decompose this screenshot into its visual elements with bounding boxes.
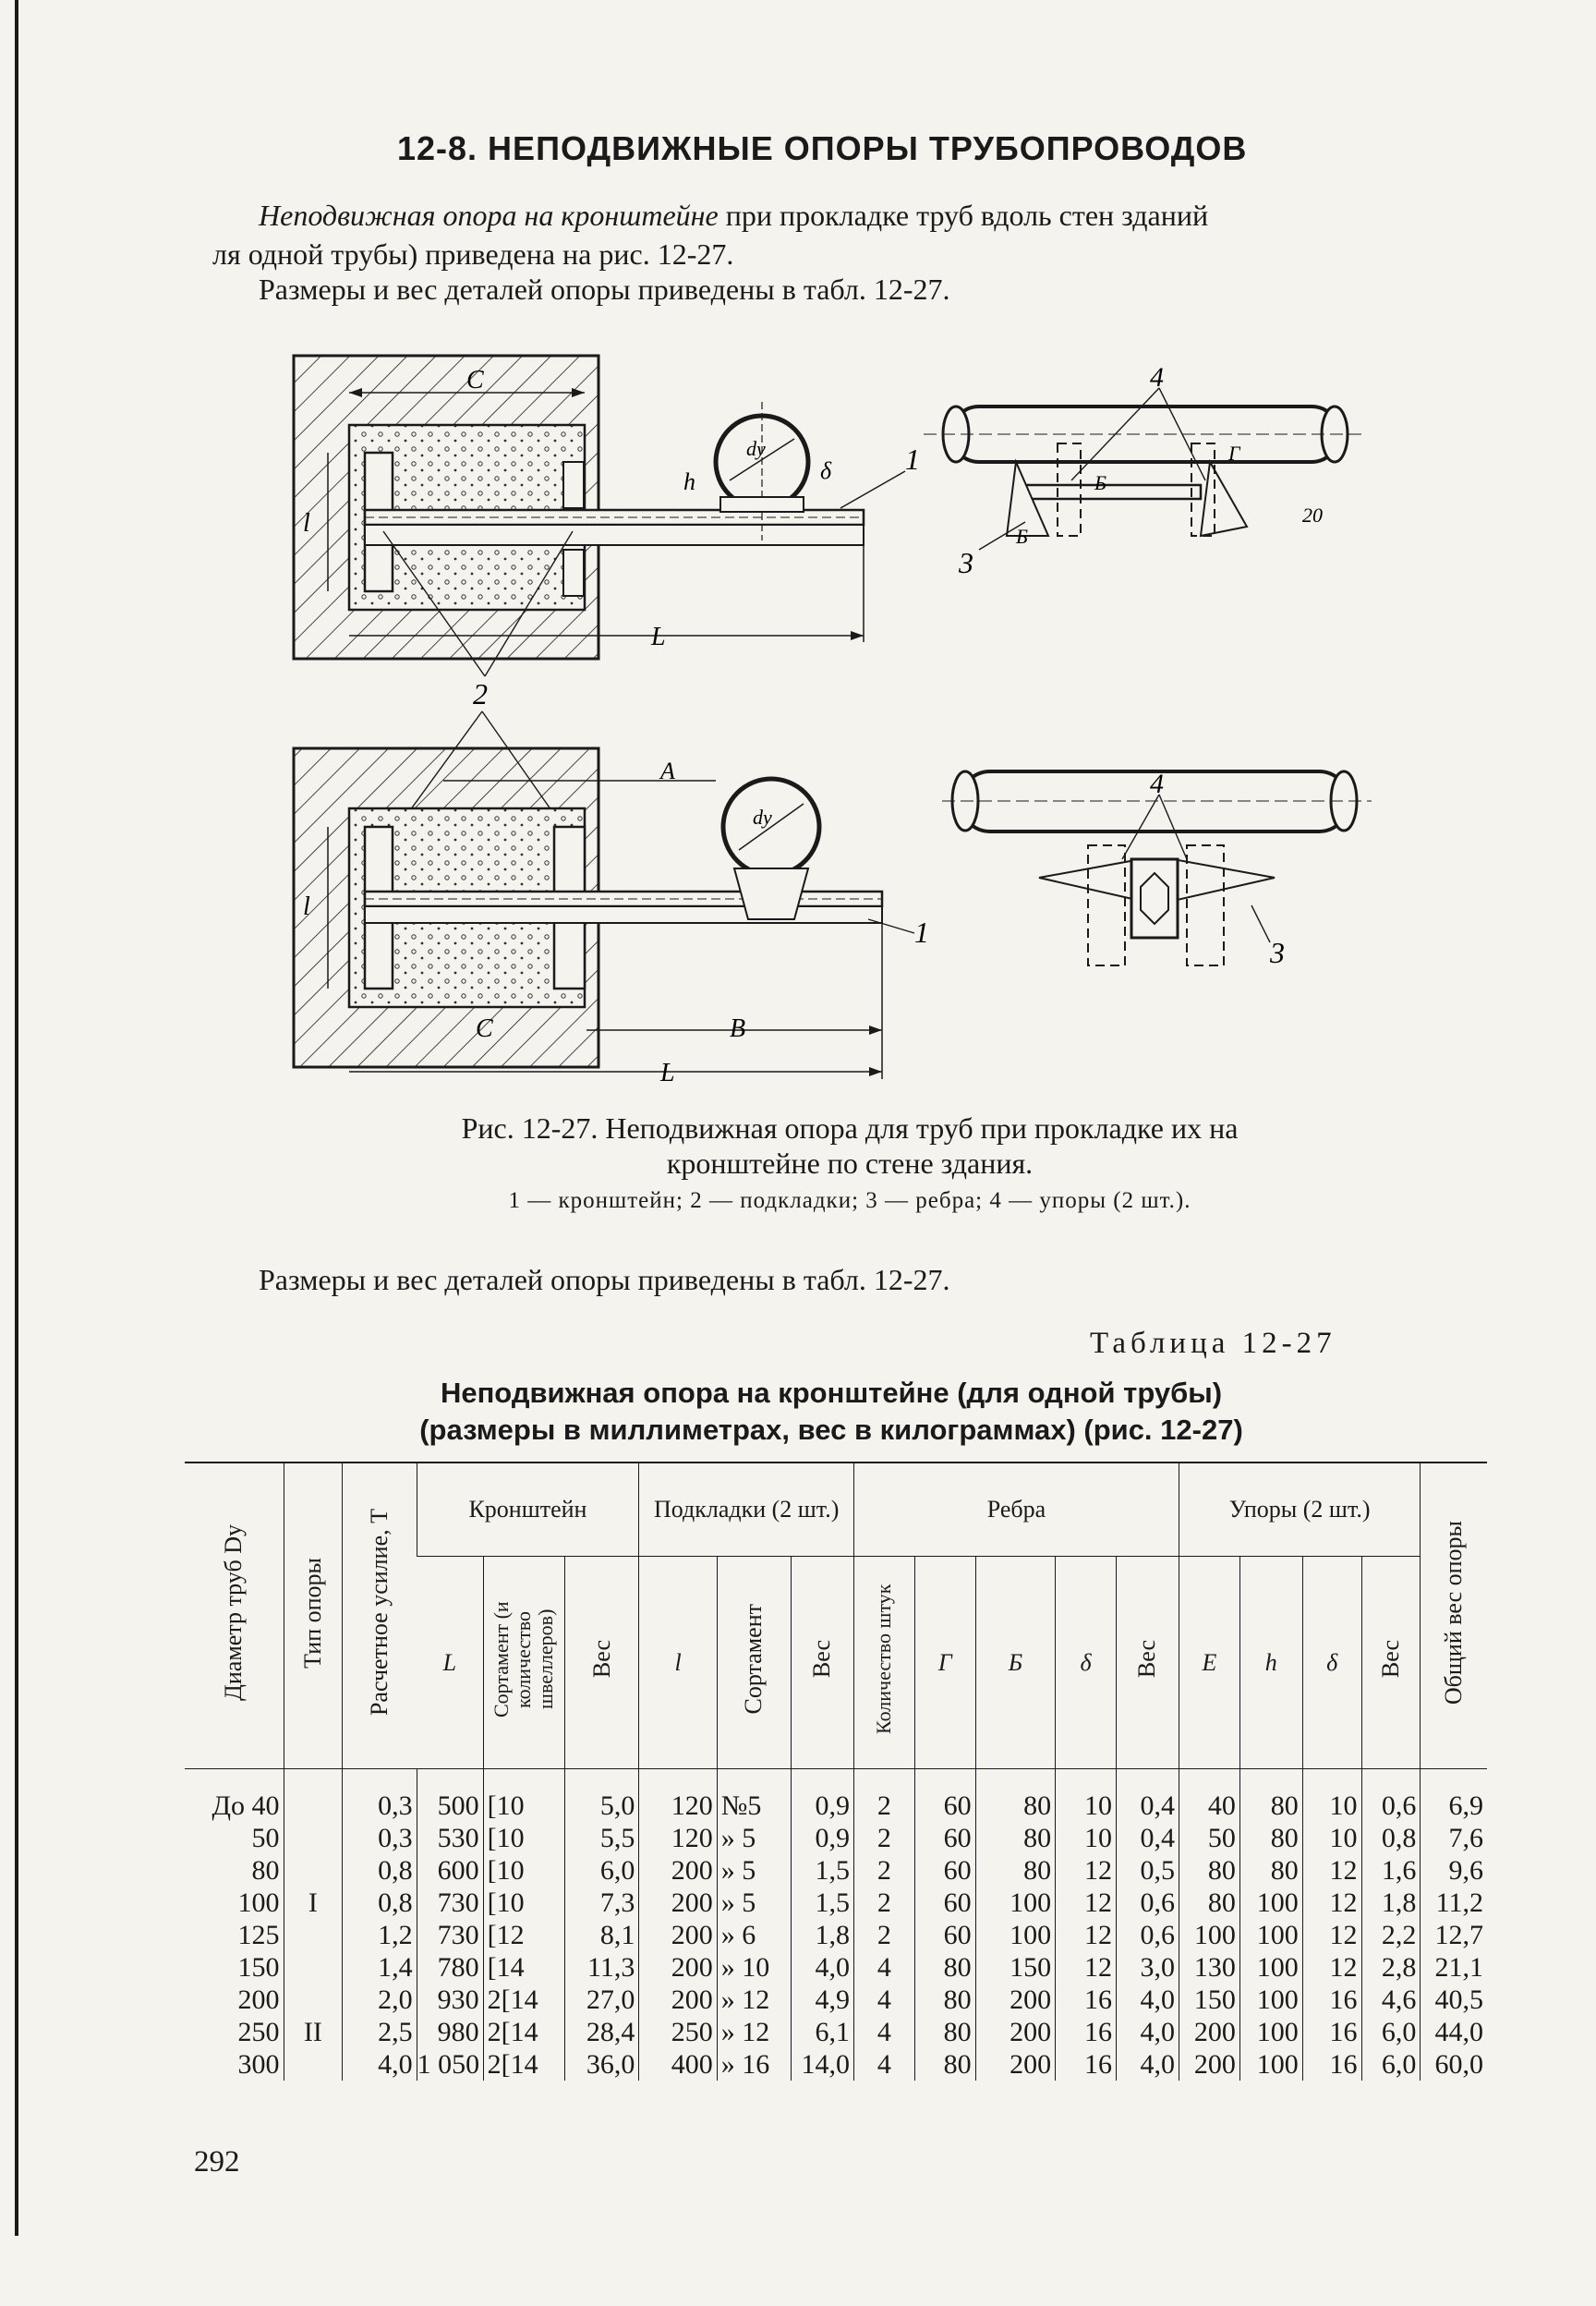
cell-value: 150 [1179,1984,1239,2016]
cell-value: 80 [914,1984,975,2016]
cell-value: 1,5 [792,1854,854,1887]
col-stops-h-label: h [1264,1648,1277,1676]
table-row [185,1951,1487,1984]
table-row [185,2048,1487,2081]
cell-value: 16 [1302,2048,1361,2081]
cell-value: 9,6 [1421,1854,1487,1887]
col-bracket-weight [565,1557,639,1769]
cell-diameter: 300 [237,2049,280,2080]
table-title [185,1375,1478,1449]
table-row [185,1854,1487,1887]
cell-value: 80 [1179,1887,1239,1919]
figure-legend: 1 — кронштейн; 2 — подкладки; 3 — ребра; 4 — упоры (2 шт.). [508,1188,1191,1213]
cell-value: 10 [1302,1790,1361,1822]
cell-value: 200 [639,1984,717,2016]
intro-line-2: ля одной трубы) приведена на рис. 12-27. [212,237,734,271]
cell-value: 200 [639,1887,717,1919]
table-row [185,1790,1487,1822]
col-ribs-G [914,1557,975,1769]
cell-type [284,1984,343,2016]
page-edge-line [15,0,18,2236]
cell-value: 930 [417,1984,483,2016]
cell-value: 5,0 [565,1790,639,1822]
col-bracket-weight-label: Вес [587,1640,615,1679]
cell-value: 11,3 [565,1951,639,1984]
col-pads-sort [717,1557,791,1769]
cell-value: 200 [639,1854,717,1887]
cell-diameter: 50 [251,1823,280,1853]
dim-dy-top: dy [746,437,766,460]
cell-value: 2,8 [1361,1951,1421,1984]
col-stops-weight [1361,1557,1421,1769]
cell-value: 0,9 [792,1790,854,1822]
dim-l-top: l [303,509,310,538]
cell-value: 12 [1302,1854,1361,1887]
caption-line-1: Рис. 12-27. Неподвижная опора для труб при прокладке их на [461,1111,1239,1145]
cell-value: 0,4 [1116,1790,1179,1822]
col-diameter-label: Диаметр труб Dy [220,1524,248,1701]
col-total-label: Общий вес опоры [1440,1520,1468,1705]
cell-value: 2 [853,1822,914,1854]
cell-value: 0,8 [1361,1822,1421,1854]
col-pads-weight [792,1557,854,1769]
dim-20: 20 [1302,504,1323,527]
col-pads-l-label: l [674,1648,682,1676]
table-body [185,1769,1487,2081]
label-4-top: 4 [1150,362,1164,393]
cell-value: 40 [1179,1790,1239,1822]
group-bracket: Кронштейн [417,1462,639,1557]
cell-value: 12 [1056,1854,1117,1887]
cell-value: 2,0 [343,1984,417,2016]
dim-l-bottom: l [303,892,310,921]
cell-diameter: До 40 [212,1790,280,1821]
table-label: Таблица 12-27 [1090,1327,1336,1360]
dim-B-cyr-top: Б [1094,471,1106,494]
cell-value: [10 [483,1790,565,1822]
cell-value: 16 [1056,2048,1117,2081]
cell-value: 200 [639,1919,717,1951]
cell-value: 2,5 [343,2016,417,2048]
cell-value: №5 [717,1790,791,1822]
cell-type [284,1822,343,1854]
cell-value: 80 [975,1790,1055,1822]
cell-value: 0,5 [1116,1854,1179,1887]
label-4-bottom: 4 [1150,769,1164,799]
cell-value: 100 [1239,1951,1302,1984]
col-stops-h [1239,1557,1302,1769]
cell-value: 36,0 [565,2048,639,2081]
cell-value: 980 [417,2016,483,2048]
col-ribs-G-label: Г [937,1648,952,1676]
cell-value: 200 [975,1984,1055,2016]
cell-value: 0,3 [343,1790,417,1822]
cell-value: [10 [483,1822,565,1854]
cell-value: 40,5 [1421,1984,1487,2016]
cell-value: 200 [639,1951,717,1984]
cell-value: 60 [914,1790,975,1822]
cell-value: 12,7 [1421,1919,1487,1951]
cell-value: 6,0 [565,1854,639,1887]
dim-B: B [730,1014,746,1043]
dim-L-bottom: L [660,1059,675,1087]
figure-12-27 [277,342,1422,1109]
col-ribs-count [853,1557,914,1769]
after-figure-text: Размеры и вес деталей опоры приведены в табл. 12-27. [259,1263,950,1296]
cell-value: » 16 [717,2048,791,2081]
cell-value: » 5 [717,1887,791,1919]
cell-value: 100 [1239,1919,1302,1951]
cell-value: 0,6 [1116,1919,1179,1951]
gap-row [185,1769,1487,1790]
group-ribs: Ребра [853,1462,1179,1557]
cell-value: 4,0 [1116,2048,1179,2081]
intro-line-1-rest: при прокладке труб вдоль стен зданий [718,199,1209,232]
cell-value: 150 [975,1951,1055,1984]
cell-value: 6,1 [792,2016,854,2048]
cell-value: 200 [1179,2016,1239,2048]
col-stops-E [1179,1557,1239,1769]
dim-dy-bottom: dy [753,806,772,829]
cell-value: 1,5 [792,1887,854,1919]
col-bracket-sort [483,1557,565,1769]
label-3-top: 3 [959,546,973,579]
cell-value: 200 [975,2048,1055,2081]
dim-A: A [660,758,675,784]
cell-value: 14,0 [792,2048,854,2081]
cell-value: 120 [639,1822,717,1854]
cell-value: 4,0 [1116,1984,1179,2016]
cell-value: 100 [1239,1984,1302,2016]
cell-value: 4 [853,2016,914,2048]
cell-type [284,1790,343,1822]
cell-value: 6,9 [1421,1790,1487,1822]
dim-delta-top: δ [820,457,832,484]
cell-value: 12 [1302,1951,1361,1984]
cell-value: 0,4 [1116,1822,1179,1854]
cell-value: » 12 [717,2016,791,2048]
cell-value: 730 [417,1919,483,1951]
label-3-bottom: 3 [1270,936,1285,969]
col-ribs-B [975,1557,1055,1769]
cell-value: 80 [914,2016,975,2048]
cell-value: 44,0 [1421,2016,1487,2048]
caption-line-2: кронштейне по стене здания. [666,1147,1034,1180]
cell-value: 4,0 [792,1951,854,1984]
intro-italic-term: Неподвижная опора на кронштейне [259,199,719,232]
data-table [185,1462,1487,2081]
table-row [185,1984,1487,2016]
cell-value: 1,6 [1361,1854,1421,1887]
col-ribs-B-label: Б [1008,1648,1023,1676]
cell-value: 27,0 [565,1984,639,2016]
cell-value: 130 [1179,1951,1239,1984]
cell-value: » 12 [717,1984,791,2016]
cell-type [284,1919,343,1951]
col-type [284,1462,343,1769]
table-row [185,1887,1487,1919]
cell-value: 4 [853,2048,914,2081]
cell-value: » 10 [717,1951,791,1984]
col-force [343,1462,417,1769]
dim-C-top: C [466,366,484,394]
cell-value: 10 [1056,1790,1117,1822]
col-bracket-L-label: L [442,1648,457,1676]
cell-value: 3,0 [1116,1951,1179,1984]
cell-diameter: 80 [251,1855,280,1886]
cell-value: 12 [1302,1887,1361,1919]
col-ribs-delta-label: δ [1080,1648,1092,1676]
cell-value: 80 [975,1854,1055,1887]
cell-value: 11,2 [1421,1887,1487,1919]
pipe-side-view-top [924,362,1367,579]
intro-line-3: Размеры и вес деталей опоры приведены в табл. 12-27. [259,273,950,306]
cell-value: 200 [1179,2048,1239,2081]
cell-value: 16 [1056,1984,1117,2016]
cell-value: 2[14 [483,2048,565,2081]
cell-type: I [284,1887,343,1919]
cell-value: 6,0 [1361,2016,1421,2048]
cell-value: 60 [914,1919,975,1951]
cell-value: 60 [914,1822,975,1854]
cell-value: 12 [1056,1887,1117,1919]
cell-value: 12 [1056,1951,1117,1984]
col-bracket-sort-label: Сортамент (и количество швеллеров) [490,1601,558,1717]
cell-value: 100 [1239,2016,1302,2048]
cell-value: 16 [1056,2016,1117,2048]
table-title-line-2: (размеры в миллиметрах, вес в килограммах) (рис. 12-27) [419,1414,1243,1446]
cell-value: 100 [1239,1887,1302,1919]
cell-value: [12 [483,1919,565,1951]
cell-diameter: 200 [237,1984,280,2015]
col-stops-E-label: E [1202,1648,1217,1676]
cell-value: 10 [1302,1822,1361,1854]
col-force-label: Расчетное усилие, Т [365,1509,393,1717]
cell-value: 8,1 [565,1919,639,1951]
cell-value: 60 [914,1854,975,1887]
cell-value: 60,0 [1421,2048,1487,2081]
cell-value: 0,3 [343,1822,417,1854]
group-stops: Упоры (2 шт.) [1179,1462,1420,1557]
cell-value: 2[14 [483,2016,565,2048]
cell-value: 80 [1239,1790,1302,1822]
section-heading: 12-8. НЕПОДВИЖНЫЕ ОПОРЫ ТРУБОПРОВОДОВ [397,129,1248,167]
col-pads-weight-label: Вес [808,1640,836,1679]
col-pads-l [639,1557,717,1769]
cell-value: [10 [483,1887,565,1919]
cell-value: 80 [914,1951,975,1984]
cell-value: 7,6 [1421,1822,1487,1854]
cell-value: [10 [483,1854,565,1887]
cell-value: 4 [853,1984,914,2016]
col-type-label: Тип опоры [298,1557,326,1669]
cell-value: 100 [1179,1919,1239,1951]
cell-value: 4,0 [1116,2016,1179,2048]
cell-value: 600 [417,1854,483,1887]
cell-value: 0,9 [792,1822,854,1854]
cell-value: 28,4 [565,2016,639,2048]
label-1-bottom: 1 [914,916,929,949]
cell-value: » 6 [717,1919,791,1951]
cell-value: 0,8 [343,1854,417,1887]
cell-value: 730 [417,1887,483,1919]
col-stops-delta [1302,1557,1361,1769]
cell-value: 400 [639,2048,717,2081]
cell-value: 780 [417,1951,483,1984]
cell-value: 530 [417,1822,483,1854]
intro-line-1 [259,196,1208,235]
dim-L-top: L [651,623,666,651]
col-pads-sort-label: Сортамент [740,1604,768,1715]
cell-value: 250 [639,2016,717,2048]
cell-value: 80 [1179,1854,1239,1887]
cell-diameter: 250 [237,2017,280,2047]
col-bracket-L [417,1557,483,1769]
cell-value: 100 [975,1919,1055,1951]
cell-value: 2,2 [1361,1919,1421,1951]
cell-value: 1,4 [343,1951,417,1984]
dim-C-bottom: C [476,1014,493,1043]
cell-value: 0,8 [343,1887,417,1919]
group-pads: Подкладки (2 шт.) [639,1462,854,1557]
cell-diameter: 150 [237,1952,280,1983]
col-ribs-count-label: Количество штук [872,1584,896,1735]
cell-value: 2 [853,1919,914,1951]
cell-value: 5,5 [565,1822,639,1854]
dim-h-top: h [683,468,695,495]
cell-value: 120 [639,1790,717,1822]
cell-value: 1 050 [417,2048,483,2081]
cell-value: 80 [975,1822,1055,1854]
col-stops-delta-label: δ [1326,1648,1338,1676]
dim-G-top: Г [1228,442,1240,465]
cell-value: 12 [1056,1919,1117,1951]
cell-value: 2[14 [483,1984,565,2016]
cell-value: 60 [914,1887,975,1919]
col-ribs-delta [1056,1557,1117,1769]
cell-value: 4,9 [792,1984,854,2016]
label-1-top: 1 [905,443,920,476]
cell-value: 100 [975,1887,1055,1919]
cell-value: 6,0 [1361,2048,1421,2081]
cell-value: 0,6 [1361,1790,1421,1822]
cell-value: 80 [1239,1854,1302,1887]
cell-value: 1,8 [1361,1887,1421,1919]
cell-value: 2 [853,1854,914,1887]
figure-caption [277,1111,1422,1181]
table-row [185,1822,1487,1854]
cell-value: » 5 [717,1854,791,1887]
cell-type [284,1951,343,1984]
table-12-27 [185,1462,1487,2081]
cell-value: 4,6 [1361,1984,1421,2016]
cell-value: 80 [1239,1822,1302,1854]
cell-value: 16 [1302,2016,1361,2048]
cell-value: 1,8 [792,1919,854,1951]
table-title-line-1: Неподвижная опора на кронштейне (для одной трубы) [440,1377,1223,1409]
cell-value: 1,2 [343,1919,417,1951]
cell-type: II [284,2016,343,2048]
cell-value: 50 [1179,1822,1239,1854]
cell-value: 21,1 [1421,1951,1487,1984]
cell-type [284,1854,343,1887]
cell-type [284,2048,343,2081]
cell-value: 4,0 [343,2048,417,2081]
page-number: 292 [194,2145,240,2179]
cell-diameter: 125 [237,1920,280,1950]
pipe-side-view-bottom [942,769,1372,969]
cell-value: 2 [853,1790,914,1822]
cell-value: 12 [1302,1919,1361,1951]
cell-value: » 5 [717,1822,791,1854]
table-row [185,1919,1487,1951]
col-ribs-weight-label: Вес [1133,1640,1161,1679]
cell-value: 80 [914,2048,975,2081]
cell-value: 500 [417,1790,483,1822]
col-diameter [185,1462,284,1769]
cell-value: 7,3 [565,1887,639,1919]
cell-value: 200 [975,2016,1055,2048]
dim-B-cyr-top-2: Б [1016,525,1028,548]
cell-diameter: 100 [237,1887,280,1918]
cell-value: 100 [1239,2048,1302,2081]
cell-value: 0,6 [1116,1887,1179,1919]
cell-value: 16 [1302,1984,1361,2016]
cell-value: 2 [853,1887,914,1919]
cell-value: 10 [1056,1822,1117,1854]
label-2: 2 [473,677,488,710]
cell-value: 4 [853,1951,914,1984]
table-row [185,2016,1487,2048]
col-ribs-weight [1116,1557,1179,1769]
col-stops-weight-label: Вес [1376,1640,1404,1679]
cell-value: [14 [483,1951,565,1984]
col-total [1421,1462,1487,1769]
